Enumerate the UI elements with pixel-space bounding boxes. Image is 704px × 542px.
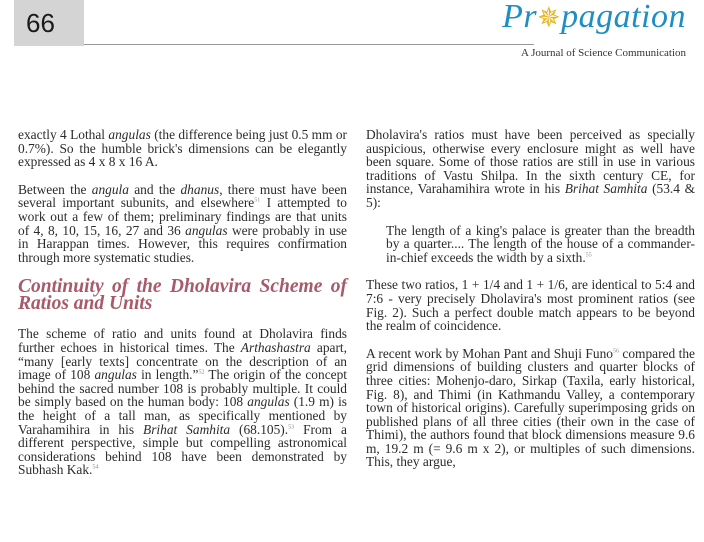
- footnote-ref[interactable]: 56: [612, 348, 619, 355]
- journal-title-end: pagation: [561, 0, 686, 35]
- journal-title: [502, 0, 686, 36]
- paragraph: Between the angula and the dhanus, there must have been several important subunits, and elsewhere$^{51}$ I attempted to work out a few of them; preliminary findings are that units of 4, 8, 10, 15, 16, 27 and 36 angulas were probably in use in Harappan times. However, this requires confirmation through more systematic studies.: [18, 181, 348, 265]
- footnote-ref[interactable]: 51: [254, 197, 261, 204]
- footnote-ref[interactable]: 55: [585, 252, 592, 259]
- paragraph: A recent work by Mohan Pant and Shuji Funo$^{56}$ compared the grid dimensions of building clusters and quarter blocks of three cities: Mohenjo-daro, Sirkap (Taxila, early historical, Fig. 8), and Thimi (in Kathmandu Valley, a contemporary town of historical origins). Carefully superimposing grids on published plans of all three cities (their own in the case of Thimi), the authors found that block dimensions measure 9.6 m, 19.2 m (= 9.6 m x 2), or multiples of such dimensions. This, they argue,: [366, 345, 695, 470]
- page-number: 66: [14, 0, 84, 46]
- footnote-ref[interactable]: 54: [92, 464, 99, 471]
- sun-icon: ✵: [537, 3, 562, 34]
- section-heading: Continuity of the Dholavira Scheme of Ratios and Units: [18, 276, 347, 315]
- journal-subtitle: A Journal of Science Communication: [521, 47, 686, 59]
- footnote-ref[interactable]: 52: [198, 369, 205, 376]
- left-column: [18, 128, 347, 491]
- journal-title-start: Pr: [502, 0, 538, 35]
- header-rule: [84, 44, 534, 45]
- block-quote: The length of a king's palace is greater than the breadth by a quarter.... The length of the house of a commander-in-chief exceeds the width by a sixth.$^{55}$: [386, 222, 695, 265]
- paragraph: The scheme of ratio and units found at Dholavira finds further echoes in historical times. The Arthashastra apart, “many [early texts] concentrate on the description of an image of 108 angulas in length.”$^{52}$ The origin of the concept behind the sacred number 108 is probably multiple. It could be simply based on the human body: 108 angulas (1.9 m) is the height of a tall man, as specifically mentioned by Varahamihira in his Brihat Samhita (68.105).$^{53}$ From a different perspective, simple but compelling astronomical considerations behind 108 have been demonstrated by Subhash Kak.$^{54}$: [18, 326, 348, 478]
- paragraph: These two ratios, 1 + 1/4 and 1 + 1/6, are identical to 5:4 and 7:6 - very precisely Dholavira's most prominent ratios (see Fig. 2). Such a perfect double match appears to be beyond the realm of coincidence.: [366, 277, 695, 334]
- footnote-ref[interactable]: 53: [288, 424, 295, 431]
- paragraph: exactly 4 Lothal angulas (the difference being just 0.5 mm or 0.7%). So the humble brick's dimensions can be elegantly expressed as 4 x 8 x 16 A.: [18, 127, 348, 170]
- right-column: [366, 128, 695, 483]
- paragraph: Dholavira's ratios must have been perceived as specially auspicious, otherwise every enclosure might as well have been square. Some of those ratios are still in use in various traditions of Vastu Shilpa. In the sixth century CE, for instance, Varahamihira wrote in his Brihat Samhita (53.4 & 5):: [366, 127, 695, 210]
